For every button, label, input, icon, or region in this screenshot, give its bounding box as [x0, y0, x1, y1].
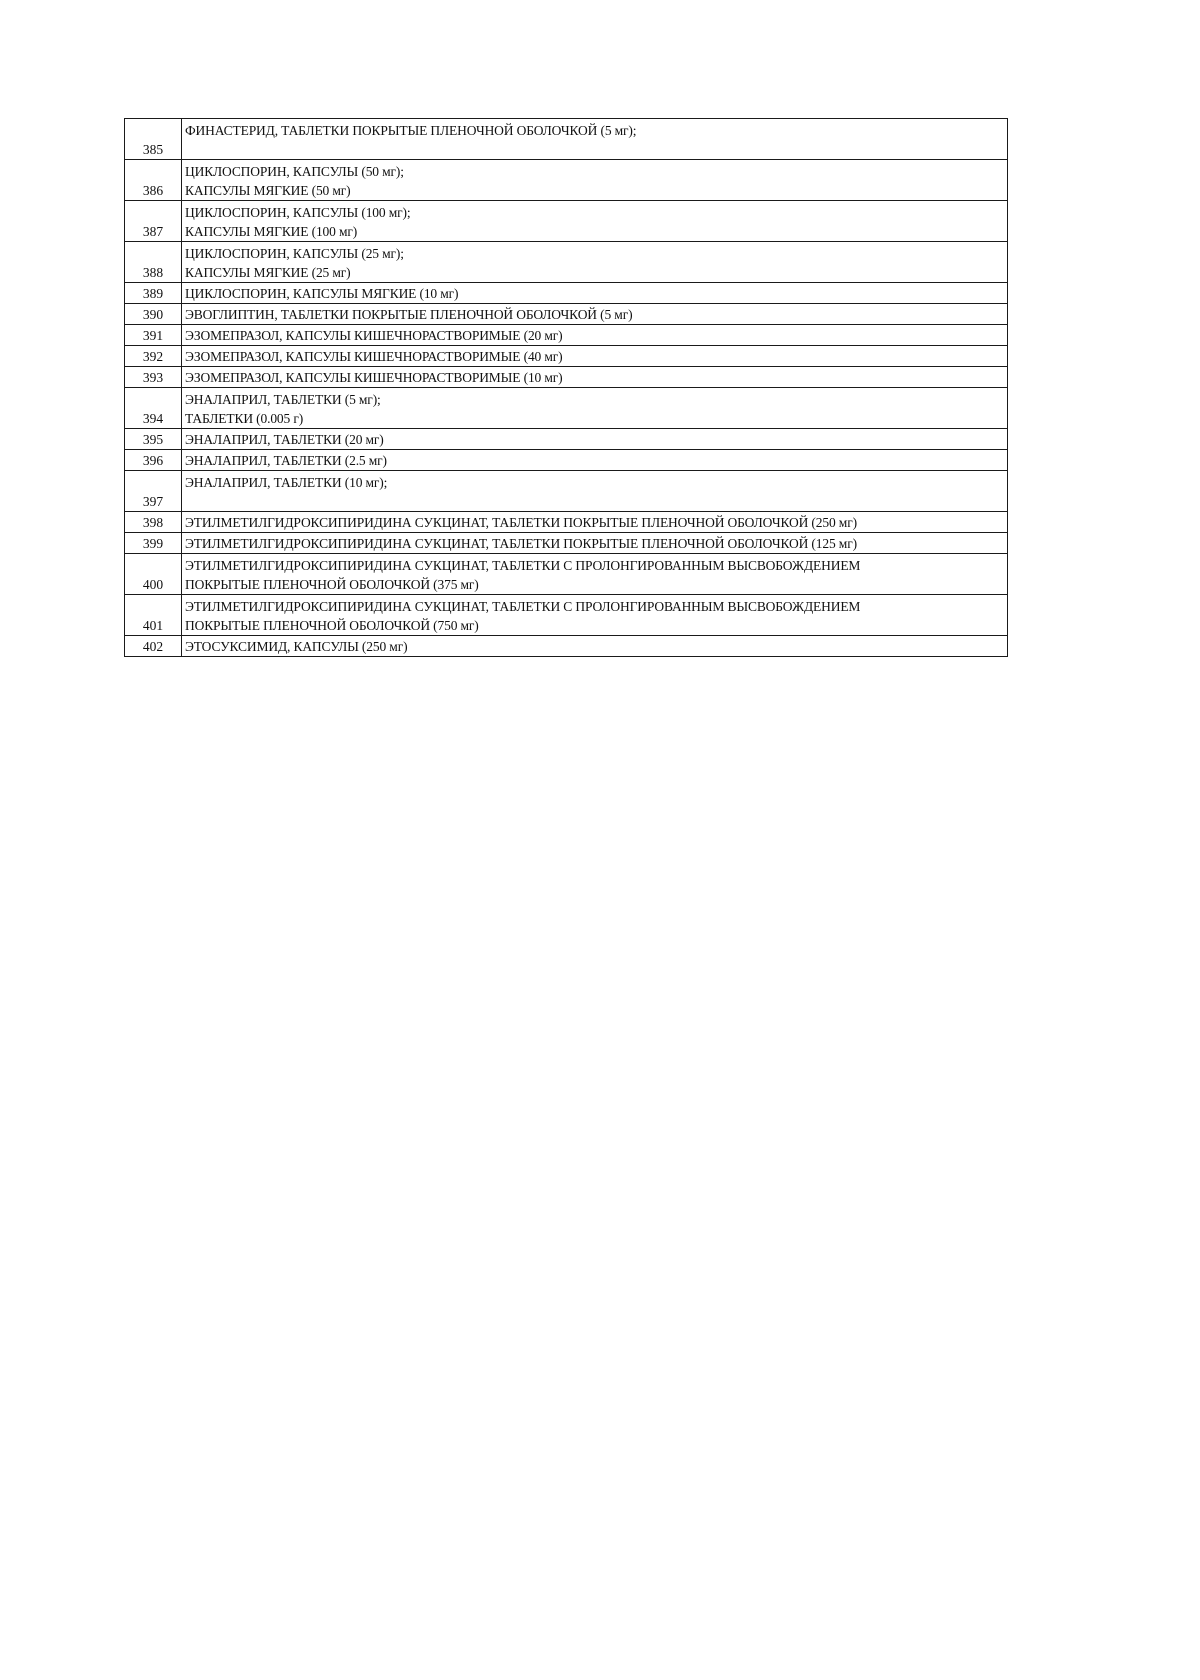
drug-description-line: ЦИКЛОСПОРИН, КАПСУЛЫ (50 мг);	[185, 164, 404, 179]
drug-description	[182, 595, 1008, 636]
drug-description	[182, 346, 1008, 367]
table-row	[125, 242, 1008, 283]
table-row	[125, 512, 1008, 533]
row-number: 389	[125, 283, 182, 304]
drug-list-table	[124, 118, 1008, 657]
table-row	[125, 346, 1008, 367]
drug-description	[182, 119, 1008, 160]
table-row	[125, 471, 1008, 512]
table-row	[125, 283, 1008, 304]
table-row	[125, 367, 1008, 388]
drug-description-line: ЭНАЛАПРИЛ, ТАБЛЕТКИ (20 мг)	[185, 432, 384, 447]
row-number: 394	[125, 388, 182, 429]
row-number: 399	[125, 533, 182, 554]
row-number: 390	[125, 304, 182, 325]
drug-description-line: ФИНАСТЕРИД, ТАБЛЕТКИ ПОКРЫТЫЕ ПЛЕНОЧНОЙ ОБОЛОЧКОЙ (5 мг);	[185, 123, 637, 138]
row-number: 396	[125, 450, 182, 471]
table-row	[125, 201, 1008, 242]
drug-description-line: ЭТОСУКСИМИД, КАПСУЛЫ (250 мг)	[185, 639, 408, 654]
drug-description	[182, 533, 1008, 554]
drug-description-line: ЭТИЛМЕТИЛГИДРОКСИПИРИДИНА СУКЦИНАТ, ТАБЛЕТКИ ПОКРЫТЫЕ ПЛЕНОЧНОЙ ОБОЛОЧКОЙ (125 мг)	[185, 536, 857, 551]
drug-description	[182, 388, 1008, 429]
drug-description-line: ЭЗОМЕПРАЗОЛ, КАПСУЛЫ КИШЕЧНОРАСТВОРИМЫЕ (20 мг)	[185, 328, 563, 343]
row-number: 402	[125, 636, 182, 657]
table-row	[125, 388, 1008, 429]
drug-description	[182, 201, 1008, 242]
drug-description-line: ЭНАЛАПРИЛ, ТАБЛЕТКИ (10 мг);	[185, 475, 388, 490]
drug-description-line	[185, 140, 1007, 159]
table-row	[125, 119, 1008, 160]
row-number: 392	[125, 346, 182, 367]
drug-description-line: ЭТИЛМЕТИЛГИДРОКСИПИРИДИНА СУКЦИНАТ, ТАБЛЕТКИ С ПРОЛОНГИРОВАННЫМ ВЫСВОБОЖДЕНИЕМ	[185, 558, 861, 573]
table-row	[125, 533, 1008, 554]
drug-description	[182, 160, 1008, 201]
drug-description-line: КАПСУЛЫ МЯГКИЕ (50 мг)	[185, 183, 351, 198]
row-number: 393	[125, 367, 182, 388]
table-row	[125, 636, 1008, 657]
drug-description-line: КАПСУЛЫ МЯГКИЕ (100 мг)	[185, 224, 358, 239]
drug-description-line: ЭВОГЛИПТИН, ТАБЛЕТКИ ПОКРЫТЫЕ ПЛЕНОЧНОЙ ОБОЛОЧКОЙ (5 мг)	[185, 307, 633, 322]
drug-description-line: ЭЗОМЕПРАЗОЛ, КАПСУЛЫ КИШЕЧНОРАСТВОРИМЫЕ (10 мг)	[185, 370, 563, 385]
drug-description	[182, 242, 1008, 283]
row-number: 395	[125, 429, 182, 450]
drug-description	[182, 554, 1008, 595]
row-number: 398	[125, 512, 182, 533]
row-number: 388	[125, 242, 182, 283]
drug-list-body	[125, 119, 1008, 657]
drug-description-line: ТАБЛЕТКИ (0.005 г)	[185, 411, 304, 426]
row-number: 391	[125, 325, 182, 346]
table-row	[125, 429, 1008, 450]
drug-description-line: КАПСУЛЫ МЯГКИЕ (25 мг)	[185, 265, 351, 280]
row-number: 400	[125, 554, 182, 595]
drug-description-line: ЭНАЛАПРИЛ, ТАБЛЕТКИ (2.5 мг)	[185, 453, 387, 468]
table-row	[125, 450, 1008, 471]
drug-description-line: ПОКРЫТЫЕ ПЛЕНОЧНОЙ ОБОЛОЧКОЙ (375 мг)	[185, 577, 479, 592]
drug-description-line: ЭНАЛАПРИЛ, ТАБЛЕТКИ (5 мг);	[185, 392, 381, 407]
table-row	[125, 304, 1008, 325]
drug-description-line: ЭЗОМЕПРАЗОЛ, КАПСУЛЫ КИШЕЧНОРАСТВОРИМЫЕ (40 мг)	[185, 349, 563, 364]
table-row	[125, 595, 1008, 636]
drug-description	[182, 429, 1008, 450]
row-number: 387	[125, 201, 182, 242]
drug-description	[182, 283, 1008, 304]
drug-description-line: ЭТИЛМЕТИЛГИДРОКСИПИРИДИНА СУКЦИНАТ, ТАБЛЕТКИ С ПРОЛОНГИРОВАННЫМ ВЫСВОБОЖДЕНИЕМ	[185, 599, 861, 614]
row-number: 386	[125, 160, 182, 201]
drug-description-line: ПОКРЫТЫЕ ПЛЕНОЧНОЙ ОБОЛОЧКОЙ (750 мг)	[185, 618, 479, 633]
drug-description-line: ЦИКЛОСПОРИН, КАПСУЛЫ МЯГКИЕ (10 мг)	[185, 286, 459, 301]
drug-description	[182, 367, 1008, 388]
row-number: 397	[125, 471, 182, 512]
drug-description-line: ЦИКЛОСПОРИН, КАПСУЛЫ (25 мг);	[185, 246, 404, 261]
table-row	[125, 160, 1008, 201]
drug-description	[182, 512, 1008, 533]
row-number: 385	[125, 119, 182, 160]
row-number: 401	[125, 595, 182, 636]
table-row	[125, 325, 1008, 346]
drug-description	[182, 471, 1008, 512]
drug-description	[182, 450, 1008, 471]
drug-description	[182, 636, 1008, 657]
table-row	[125, 554, 1008, 595]
drug-description-line: ЦИКЛОСПОРИН, КАПСУЛЫ (100 мг);	[185, 205, 411, 220]
drug-description	[182, 325, 1008, 346]
drug-description-line	[185, 492, 1007, 511]
drug-description	[182, 304, 1008, 325]
drug-description-line: ЭТИЛМЕТИЛГИДРОКСИПИРИДИНА СУКЦИНАТ, ТАБЛЕТКИ ПОКРЫТЫЕ ПЛЕНОЧНОЙ ОБОЛОЧКОЙ (250 мг)	[185, 515, 857, 530]
